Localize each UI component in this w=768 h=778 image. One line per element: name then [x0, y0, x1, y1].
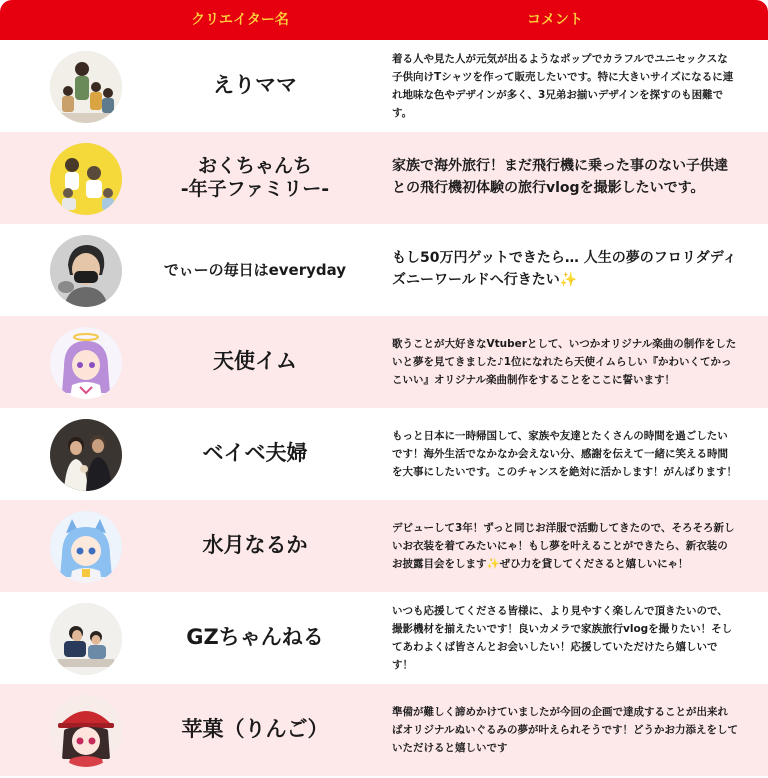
creator-name: おくちゃんち -年子ファミリー- [180, 155, 330, 200]
anime-catgirl-avatar [50, 511, 122, 583]
creator-name: でぃーの毎日はeveryday [163, 261, 347, 279]
creator-comment: 家族で海外旅行！まだ飛行機に乗った事のない子供達との飛行機初体験の旅行vlogを撮影したいです。 [392, 158, 728, 196]
couple-photo-avatar [50, 419, 122, 491]
child-photo-avatar [50, 603, 122, 675]
family-yellow-avatar [50, 143, 122, 215]
creator-name: ベイベ夫婦 [202, 441, 308, 466]
table-row [0, 592, 768, 684]
table-row [0, 500, 768, 592]
family-photo-avatar [50, 51, 122, 123]
creator-comment: もし50万円ゲットできたら… 人生の夢のフロリダディズニーワールドへ行きたい✨ [392, 250, 737, 288]
table-row [0, 132, 768, 224]
creator-name: 水月なるか [202, 533, 308, 558]
creator-comment: デビューして3年！ずっと同じお洋服で活動してきたので、そろそろ新しいお衣装を着てみたいにゃ！もし夢を叶えることができたら、新衣装のお披露目会をします✨ぜひ力を貸してくださると嬉しいにゃ！ [392, 521, 735, 571]
anime-girl-red-hat-avatar [50, 695, 122, 767]
creator-name: 天使イム [213, 349, 297, 374]
header-comment: コメント [527, 12, 583, 28]
table-row [0, 408, 768, 500]
table-row [0, 684, 768, 776]
table-row [0, 224, 768, 316]
table-header [0, 0, 768, 40]
creator-comment: 着る人や見た人が元気が出るようなポップでカラフルでユニセックスな子供向けTシャツを作って販売したいです。特に大きいサイズになるに連れ地味な色やデザインが多く、3兄弟お揃いデザインを探すのも困難です。 [392, 52, 734, 120]
creator-comment: もっと日本に一時帰国して、家族や友達とたくさんの時間を過ごしたいです！海外生活でなかなか会えない分、感謝を伝えて一緒に笑える時間を大事にしたいです。このチャンスを絶対に活かします！がんばります！ [392, 429, 738, 479]
creator-name: えりママ [213, 73, 297, 98]
anime-angel-avatar [50, 327, 122, 399]
header-creator-name: クリエイター名 [191, 12, 289, 28]
creator-comment: いつも応援してくださる皆様に、より見やすく楽しんで頂きたいので、撮影機材を揃えたいです！良いカメラで家族旅行vlogを撮りたい！そしてあわよくば皆さんとお会いしたい！応援していただけたら嬉しいです！ [392, 604, 733, 672]
creator-name: 苹菓（りんご） [181, 717, 329, 742]
creator-name: GZちゃんねる [186, 625, 324, 650]
masked-person-avatar [50, 235, 122, 307]
table-row [0, 40, 768, 132]
creator-comment: 歌うことが大好きなVtuberとして、いつかオリジナル楽曲の制作をしたいと夢を見てきました♪1位になれたら天使イムらしい『かわいくてかっこいい』オリジナル楽曲制作をすることをここに誓います！ [392, 337, 737, 387]
table-row [0, 316, 768, 408]
creator-list [0, 40, 768, 776]
creator-comment: 準備が難しく諦めかけていましたが今回の企画で達成することが出来ればオリジナルぬいぐるみの夢が叶えられそうです！どうかお力添えをしていただけると嬉しいです [392, 705, 738, 755]
